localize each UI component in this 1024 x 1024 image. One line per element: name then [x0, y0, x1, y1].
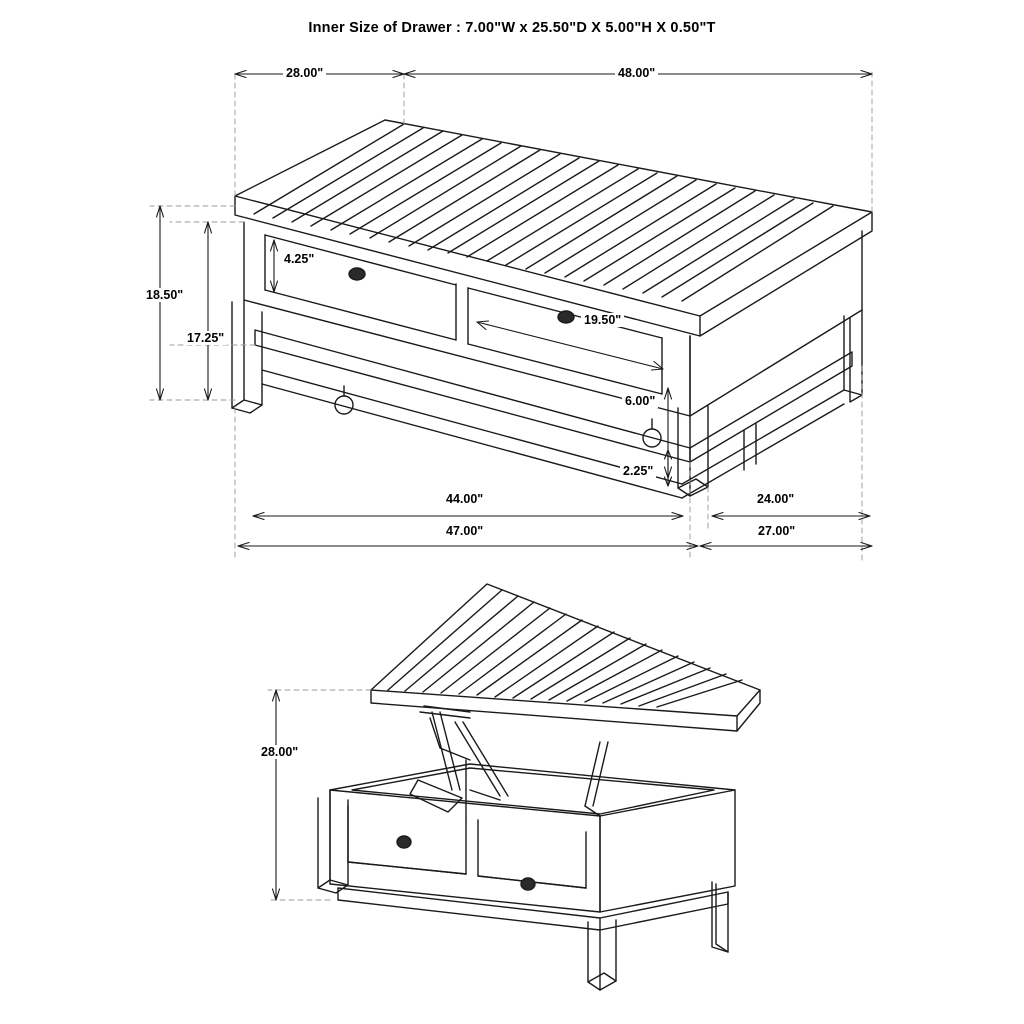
dim-label-28-00: 28.00": [258, 745, 301, 759]
dimension-lines-bottom: [273, 690, 280, 900]
dim-label-27-00: 27.00": [755, 524, 798, 538]
dim-label-19-50: 19.50": [581, 313, 624, 327]
dim-label-6-00: 6.00": [622, 394, 658, 408]
dimension-lines-top: [157, 71, 873, 550]
page-title: Inner Size of Drawer : 7.00"W x 25.50"D X 5.00"H X 0.50"T: [308, 20, 716, 36]
dim-label-24-00: 24.00": [754, 492, 797, 506]
closed-table-illustration: [232, 120, 872, 498]
dim-label-2-25: 2.25": [620, 464, 656, 478]
dim-label-4-25: 4.25": [281, 252, 317, 266]
dim-label-47-00: 47.00": [443, 524, 486, 538]
dim-label-17-25: 17.25": [184, 331, 227, 345]
dim-label-48: 48.00": [615, 66, 658, 80]
dim-label-18-50: 18.50": [143, 288, 186, 302]
extension-lines-bottom: [268, 690, 371, 900]
open-table-illustration: [318, 584, 760, 990]
dim-label-28: 28.00": [283, 66, 326, 80]
dim-label-44-00: 44.00": [443, 492, 486, 506]
